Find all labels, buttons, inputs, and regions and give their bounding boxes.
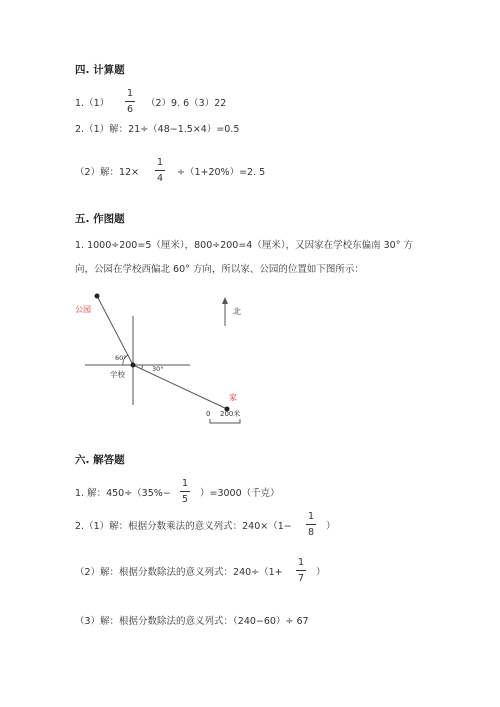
- fraction-numerator: 1: [181, 478, 189, 489]
- fraction-denominator: 8: [307, 527, 315, 538]
- fraction-denominator: 5: [181, 494, 189, 505]
- fraction-numerator: 1: [156, 157, 164, 168]
- angle-30-label: 30°: [152, 365, 164, 373]
- home-label: 家: [229, 393, 237, 402]
- s6-q3-fraction: [294, 557, 308, 584]
- fraction-numerator: 1: [126, 88, 134, 99]
- s6-q4-text: （3）解：根据分数除法的意义列式：（240−60）÷ 67: [75, 616, 309, 627]
- fraction-bar: [296, 570, 306, 571]
- scale-label: 200米: [220, 410, 241, 418]
- s6-q2-fraction: [304, 511, 318, 538]
- school-label: 学校: [110, 370, 125, 379]
- angle-30-arc: [141, 365, 143, 369]
- s6-q1-prefix: 1. 解：450÷（35%−: [75, 488, 171, 499]
- s5-line-1: 1. 1000÷200=5（厘米），800÷200=4（厘米），又因家在学校东偏南 30° 方: [75, 240, 413, 251]
- north-label: 北: [233, 307, 241, 316]
- park-point: [95, 294, 100, 299]
- s6-q3-rest: ）: [316, 567, 326, 578]
- fraction-numerator: 1: [307, 511, 315, 522]
- park-label: 公园: [75, 305, 91, 314]
- s4-q3-rest: ÷（1+20%）=2. 5: [177, 167, 266, 178]
- s4-q1-rest: （2）9. 6（3）22: [146, 98, 227, 109]
- section-6-heading: 六. 解答题: [75, 454, 125, 466]
- s4-q2-text: 2.（1）解：21÷（48−1.5×4）=0.5: [75, 124, 240, 135]
- home-line: [133, 365, 227, 409]
- s4-q3-prefix: （2）解：12×: [75, 167, 140, 178]
- fraction-bar: [180, 491, 190, 492]
- fraction-denominator: 7: [297, 573, 305, 584]
- s5-line-2: 向，公园在学校西偏北 60° 方向，所以家、公园的位置如下图所示：: [75, 264, 364, 275]
- section-4-heading: 四. 计算题: [75, 64, 125, 76]
- scale-zero: 0: [206, 410, 211, 418]
- fraction-bar: [306, 524, 316, 525]
- s4-q1-prefix: 1.（1）: [75, 98, 110, 109]
- s6-q3-prefix: （2）解：根据分数除法的意义列式：240÷（1+: [75, 567, 283, 578]
- s6-q1-fraction: [178, 478, 192, 505]
- fraction-denominator: 6: [126, 104, 134, 115]
- fraction-denominator: 4: [156, 173, 164, 184]
- s6-q2-rest: ）: [326, 521, 336, 532]
- north-arrow-icon: [222, 297, 228, 304]
- fraction-numerator: 1: [297, 557, 305, 568]
- scale-bar: [210, 419, 240, 423]
- angle-60-label: 60°: [115, 354, 127, 362]
- s6-q1-rest: ）=3000（千克）: [200, 488, 280, 499]
- school-point: [131, 363, 136, 368]
- section-5-heading: 五. 作图题: [75, 213, 125, 225]
- s6-q2-prefix: 2.（1）解：根据分数乘法的意义列式：240×（1−: [75, 521, 292, 532]
